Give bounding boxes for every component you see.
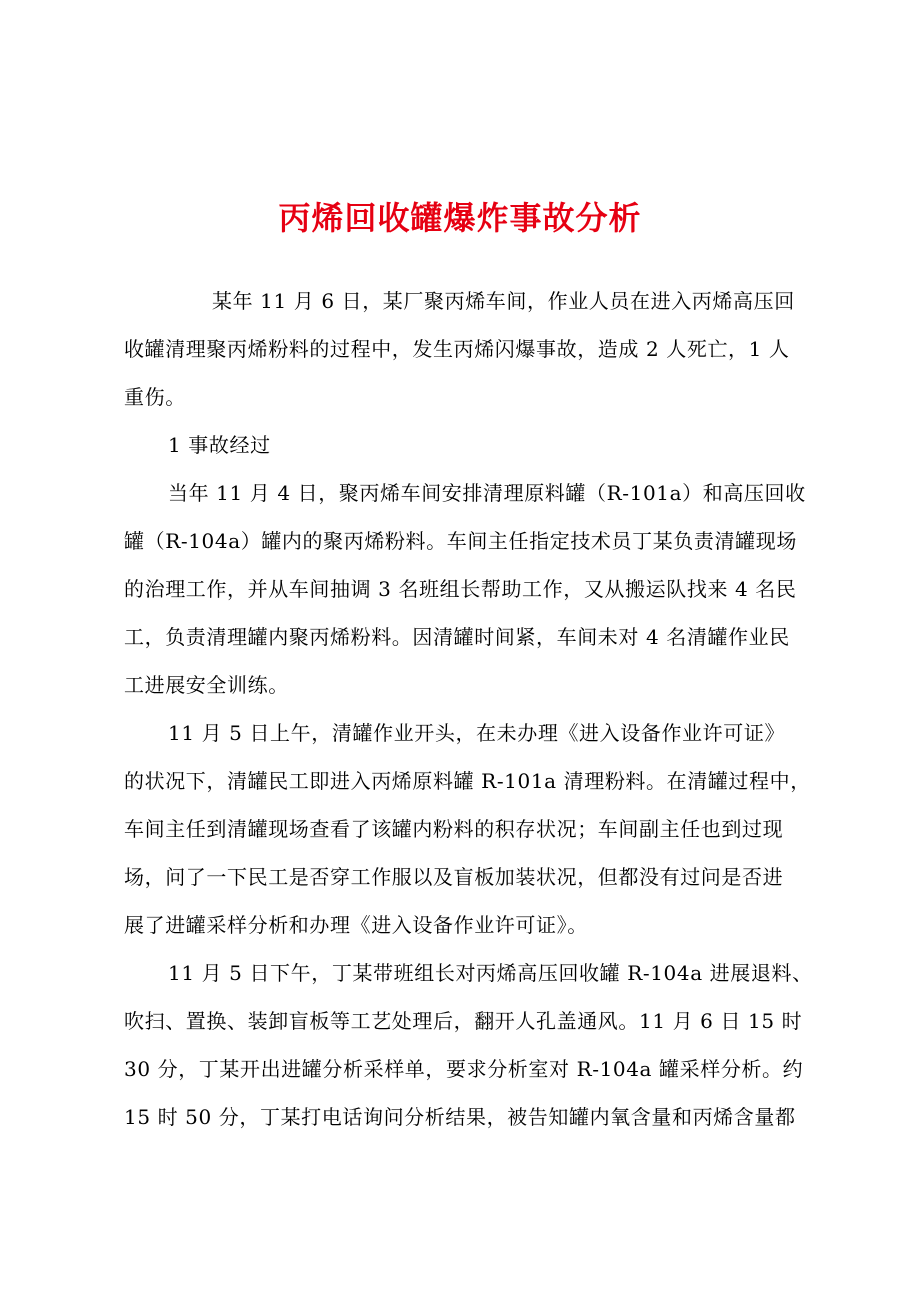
paragraph-1-line-1: 某年 11 月 6 日，某厂聚丙烯车间，作业人员在进入丙烯高压回	[212, 289, 795, 313]
paragraph-2-line-3: 的治理工作，并从车间抽调 3 名班组长帮助工作，又从搬运队找来 4 名民	[124, 577, 797, 601]
paragraph-3-line-5: 展了进罐采样分析和办理《进入设备作业许可证》。	[124, 913, 588, 937]
document-title: 丙烯回收罐爆炸事故分析	[278, 199, 642, 237]
paragraph-3-line-1: 11 月 5 日上午，清罐作业开头，在未办理《进入设备作业许可证》	[168, 721, 786, 745]
paragraph-4-line-3: 30 分，丁某开出进罐分析采样单，要求分析室对 R-104a 罐采样分析。约	[124, 1057, 804, 1081]
paragraph-3-line-2: 的状况下，清罐民工即进入丙烯原料罐 R-101a 清理粉料。在清罐过程中，	[124, 769, 811, 793]
paragraph-1-line-3: 重伤。	[124, 385, 186, 409]
paragraph-2-line-1: 当年 11 月 4 日，聚丙烯车间安排清理原料罐（R-101a）和高压回收	[168, 481, 806, 505]
paragraph-2-line-4: 工，负责清理罐内聚丙烯粉料。因清罐时间紧，车间未对 4 名清罐作业民	[124, 625, 790, 649]
paragraph-4-line-2: 吹扫、置换、装卸盲板等工艺处理后，翻开人孔盖通风。11 月 6 日 15 时	[124, 1009, 803, 1033]
paragraph-2-line-2: 罐（R-104a）罐内的聚丙烯粉料。车间主任指定技术员丁某负责清罐现场	[124, 529, 797, 553]
paragraph-1-line-2: 收罐清理聚丙烯粉料的过程中，发生丙烯闪爆事故，造成 2 人死亡，1 人	[124, 337, 790, 361]
paragraph-2-line-5: 工进展安全训练。	[124, 673, 289, 697]
paragraph-3-line-4: 场，问了一下民工是否穿工作服以及盲板加装状况，但都没有过问是否进	[124, 865, 784, 889]
section-heading: 1 事故经过	[168, 433, 271, 457]
paragraph-4-line-1: 11 月 5 日下午，丁某带班组长对丙烯高压回收罐 R-104a 进展退料、	[168, 961, 813, 985]
paragraph-4-line-4: 15 时 50 分，丁某打电话询问分析结果，被告知罐内氧含量和丙烯含量都	[124, 1105, 796, 1129]
paragraph-3-line-3: 车间主任到清罐现场查看了该罐内粉料的积存状况；车间副主任也到过现	[124, 817, 784, 841]
